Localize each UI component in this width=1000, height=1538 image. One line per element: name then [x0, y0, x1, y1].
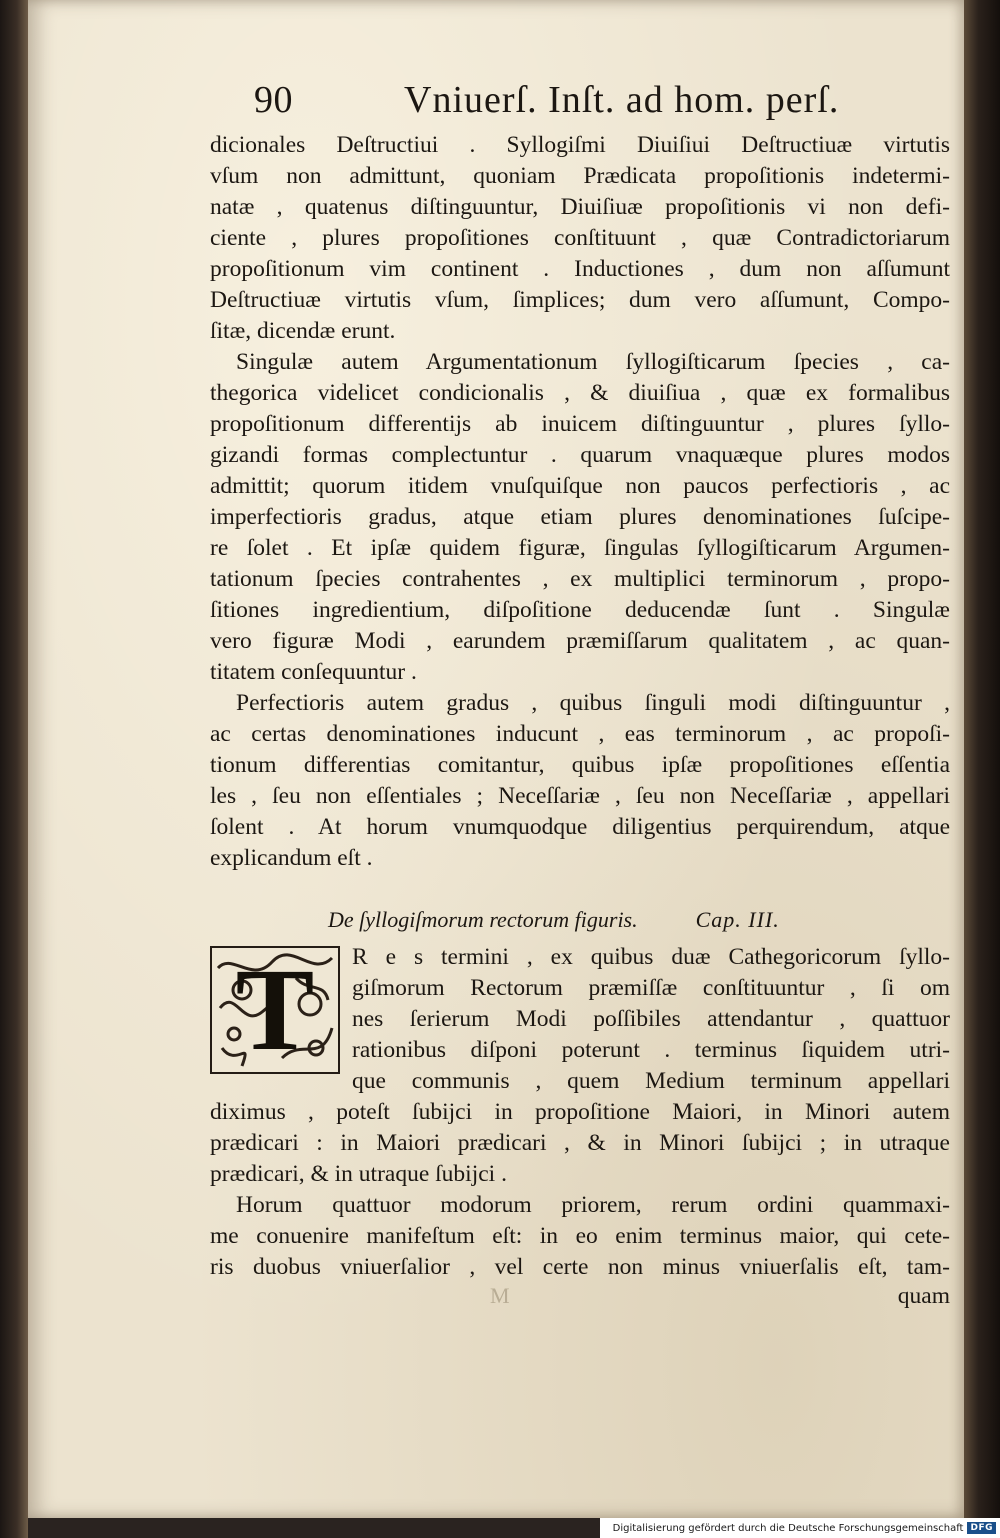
- text-line: prædicari : in Maiori prædicari , & in Minori ſubijci ; in utraque: [210, 1130, 950, 1156]
- text-line: thegorica videlicet condicionalis , & diuiſiua , quæ ex formalibus: [210, 380, 950, 406]
- text-line: imperfectioris gradus, atque etiam plures denominationes ſuſcipe-: [210, 504, 950, 530]
- text-line: dicionales Deſtructiui . Syllogiſmi Diuiſiui Deſtructiuæ virtutis: [210, 132, 950, 158]
- page-header: [210, 78, 950, 130]
- text-line: ſitiones ingredientium, diſpoſitione deducendæ ſunt . Singulæ: [210, 597, 950, 623]
- digitization-footer: [600, 1518, 1000, 1538]
- text-line: rationibus diſponi poterunt . terminus ſiquidem utri-: [352, 1037, 950, 1063]
- page-number: 90: [254, 79, 293, 121]
- text-line: ris duobus vniuerſalior , vel certe non minus vniuerſalis eſt, tam-: [210, 1254, 950, 1280]
- running-head: Vniuerſ. Inſt. ad hom. perſ.: [404, 79, 840, 121]
- text-line: natæ , quatenus diſtinguuntur, Diuiſiuæ propoſitionis vi non defi-: [210, 194, 950, 220]
- text-line: gizandi formas complectuntur . quarum vnaquæque plures modos: [210, 442, 950, 468]
- text-line: vero figuræ Modi , earundem præmiſſarum qualitatem , ac quan-: [210, 628, 950, 654]
- decorated-initial: [210, 946, 340, 1074]
- chapter-title: De ſyllogiſmorum rectorum figuris.: [328, 907, 638, 932]
- text-line: Deſtructiuæ virtutis vſum, ſimplices; dum vero aſſumunt, Compo-: [210, 287, 950, 313]
- chapter-heading: [210, 898, 950, 942]
- text-line: Horum quattuor modorum priorem, rerum ordini quammaxi-: [236, 1192, 950, 1218]
- paragraph-1: [210, 130, 950, 347]
- text-line: giſmorum Rectorum præmiſſæ conſtituuntur , ſi om: [352, 975, 950, 1001]
- text-line: les , ſeu non eſſentiales ; Neceſſariæ , ſeu non Neceſſariæ , appellari: [210, 783, 950, 809]
- text-line: explicandum eſt .: [210, 845, 373, 871]
- signature-mark: M: [490, 1283, 514, 1308]
- text-line: tationum ſpecies contrahentes , ex multiplici terminorum , propo-: [210, 566, 950, 592]
- text-line: ac certas denominationes inducunt , eas terminorum , ac propoſi-: [210, 721, 950, 747]
- dfg-logo: DFG: [967, 1522, 996, 1534]
- initial-letter: T: [235, 946, 315, 1074]
- text-line: me conuenire manifeſtum eſt: in eo enim terminus maior, qui cete-: [210, 1223, 950, 1249]
- text-line: propoſitionum differentijs ab inuicem diſtinguuntur , plures ſyllo-: [210, 411, 950, 437]
- footer-credit: Digitalisierung gefördert durch die Deutsche Forschungsgemeinschaft: [612, 1522, 964, 1534]
- text-line: ſolent . At horum vnumquodque diligentius perquirendum, atque: [210, 814, 950, 840]
- text-line: re ſolet . Et ipſæ quidem figuræ, ſingulas ſyllogiſticarum Argumen-: [210, 535, 950, 561]
- text-line: admittit; quorum itidem vnuſquiſque non paucos perfectioris , ac: [210, 473, 950, 499]
- text-line: prædicari, & in utraque ſubijci .: [210, 1161, 507, 1187]
- chapter-number: Cap. III.: [695, 907, 780, 932]
- text-line: ſitæ, dicendæ erunt.: [210, 318, 396, 344]
- text-line: propoſitionum vim continent . Inductiones , dum non aſſumunt: [210, 256, 950, 282]
- text-line: vſum non admittunt, quoniam Prædicata propoſitionis indetermi-: [210, 163, 950, 189]
- signature-row: [210, 1283, 950, 1314]
- text-line: Perfectioris autem gradus , quibus ſinguli modi diſtinguuntur ,: [236, 690, 950, 716]
- book-page: [28, 0, 964, 1518]
- text-line: diximus , poteſt ſubijci in propoſitione Maiori, in Minori autem: [210, 1099, 950, 1125]
- scan-left-edge: [0, 0, 28, 1538]
- chapter-opening: [210, 942, 950, 1097]
- text-line: ciente , plures propoſitiones conſtituunt , quæ Contradictoriarum: [210, 225, 950, 251]
- text-line: que communis , quem Medium terminum appellari: [352, 1068, 950, 1094]
- text-block: [210, 78, 950, 1314]
- initial-text: [352, 942, 950, 1097]
- text-line: titatem conſequuntur .: [210, 659, 417, 685]
- paragraph-4: [210, 1097, 950, 1190]
- paragraph-3: [210, 688, 950, 874]
- scan-right-edge: [964, 0, 1000, 1538]
- catchword: quam: [897, 1283, 950, 1309]
- text-line: Singulæ autem Argumentationum ſyllogiſticarum ſpecies , ca-: [236, 349, 950, 375]
- text-line: tionum differentias comitantur, quibus ipſæ propoſitiones eſſentia: [210, 752, 950, 778]
- text-line: R e s termini , ex quibus duæ Cathegoricorum ſyllo-: [352, 944, 950, 970]
- paragraph-5: [210, 1190, 950, 1283]
- section-gap: [210, 874, 950, 898]
- paragraph-2: [210, 347, 950, 688]
- text-line: nes ſerierum Modi poſſibiles attendantur , quattuor: [352, 1006, 950, 1032]
